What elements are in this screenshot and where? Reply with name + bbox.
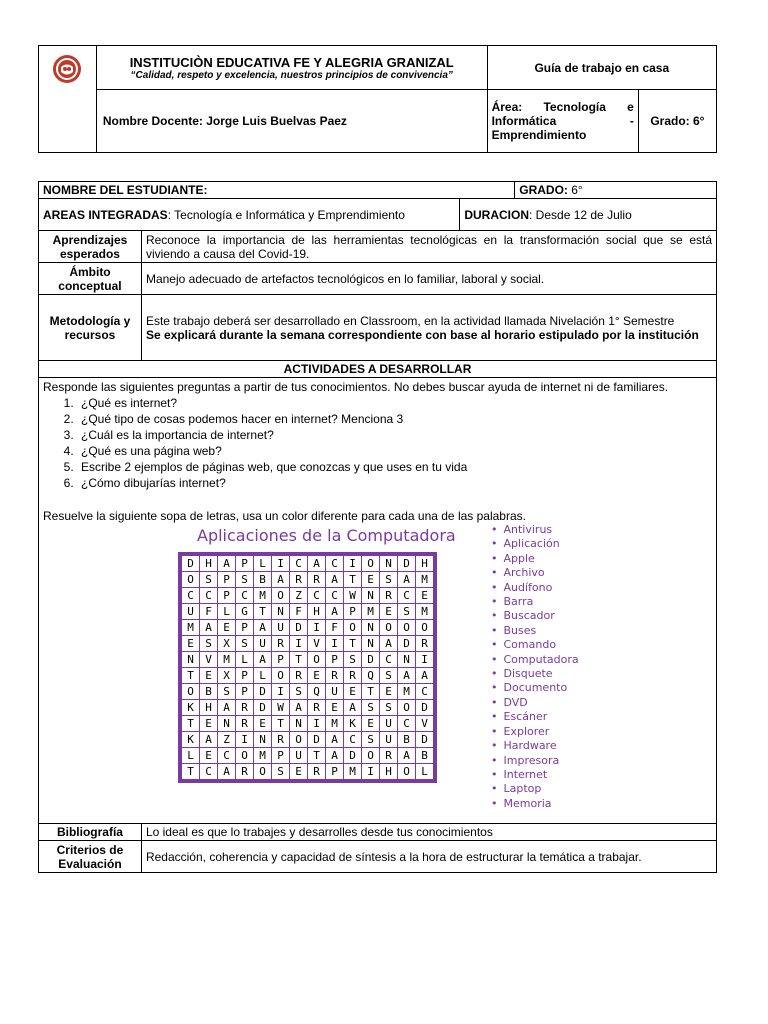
activities-intro: Responde las siguientes preguntas a partir de tus conocimientos. No debes buscar ayuda de internet ni de familiares. xyxy=(43,380,669,394)
areas-value: : Tecnología e Informática y Emprendimiento xyxy=(167,207,405,222)
student-grade-label: GRADO: xyxy=(519,183,568,197)
wordsearch-letter: B xyxy=(416,748,434,764)
wordsearch-letter: P xyxy=(218,572,236,588)
wordsearch-letter: R xyxy=(308,572,326,588)
area-field: Área: Tecnología e Informática - Emprendimiento xyxy=(487,90,638,153)
wordsearch-title: Aplicaciones de la Computadora xyxy=(197,526,456,545)
wordsearch-letter: A xyxy=(308,556,326,572)
wordsearch-letter: S xyxy=(398,604,416,620)
wordsearch-letter: A xyxy=(326,604,344,620)
wordsearch-row xyxy=(182,668,434,684)
areas-label: AREAS INTEGRADAS xyxy=(43,207,168,222)
wordsearch-letter: A xyxy=(326,572,344,588)
wordsearch-letter: S xyxy=(380,700,398,716)
wordsearch-letter: I xyxy=(272,684,290,700)
questions-list xyxy=(43,395,712,491)
wordsearch-letter: C xyxy=(200,588,218,604)
wordsearch-letter: C xyxy=(236,588,254,604)
wordsearch-letter: R xyxy=(290,668,308,684)
wordsearch-letter: S xyxy=(290,684,308,700)
wordsearch-letter: H xyxy=(200,700,218,716)
wordsearch-letter: A xyxy=(416,668,434,684)
institution-motto: “Calidad, respeto y excelencia, nuestros principios de convivencia” xyxy=(130,69,453,81)
student-name-label: NOMBRE DEL ESTUDIANTE: xyxy=(39,182,515,199)
wordsearch-letter: K xyxy=(182,732,200,748)
wordsearch-letter: T xyxy=(272,716,290,732)
wordsearch-letter: A xyxy=(218,764,236,780)
wordsearch-letter: N xyxy=(218,716,236,732)
wordsearch-letter: M xyxy=(182,620,200,636)
wordsearch-letter: I xyxy=(272,556,290,572)
wordsearch-letter: D xyxy=(254,700,272,716)
wordsearch-letter: N xyxy=(380,556,398,572)
wordsearch-letter: M xyxy=(416,572,434,588)
wordsearch-letter: T xyxy=(344,636,362,652)
wordsearch-letter: C xyxy=(344,732,362,748)
wordsearch-letter: E xyxy=(200,748,218,764)
wordsearch-letter: H xyxy=(380,764,398,780)
wordsearch-letter: D xyxy=(398,556,416,572)
wordsearch-letter: P xyxy=(236,684,254,700)
wordsearch-row xyxy=(182,620,434,636)
areas-cell xyxy=(39,199,460,231)
wordsearch-letter: S xyxy=(236,572,254,588)
wordsearch-row xyxy=(182,764,434,780)
question-item: 5. Escribe 2 ejemplos de páginas web, que conozcas y que uses en tu vida xyxy=(77,459,712,475)
wordsearch-letter: C xyxy=(416,684,434,700)
wordsearch-letter: D xyxy=(344,748,362,764)
school-shield-icon xyxy=(52,54,82,84)
wordsearch-letter: O xyxy=(416,620,434,636)
wordsearch-letter: E xyxy=(308,668,326,684)
wordsearch-word: • DVD xyxy=(491,696,579,710)
wordsearch-letter: V xyxy=(416,716,434,732)
wordsearch-letter: P xyxy=(326,652,344,668)
wordsearch-letter: R xyxy=(236,764,254,780)
wordsearch-letter: W xyxy=(344,588,362,604)
wordsearch-letter: D xyxy=(398,636,416,652)
wordsearch-word: • Laptop xyxy=(491,782,579,796)
wordsearch-letter: T xyxy=(344,572,362,588)
question-item: 4. ¿Qué es una página web? xyxy=(77,443,712,459)
wordsearch-letter: I xyxy=(326,636,344,652)
wordsearch-letter: D xyxy=(308,732,326,748)
wordsearch-letter: U xyxy=(182,604,200,620)
student-grade-cell xyxy=(515,182,717,199)
wordsearch-letter: L xyxy=(254,668,272,684)
wordsearch-letter: R xyxy=(344,668,362,684)
bibliografia-label: Bibliografía xyxy=(39,824,142,841)
wordsearch-letter: R xyxy=(416,636,434,652)
wordsearch-letter: R xyxy=(236,716,254,732)
wordsearch-letter: A xyxy=(218,700,236,716)
wordsearch-letter: M xyxy=(218,652,236,668)
student-grade-value: 6° xyxy=(571,183,583,197)
wordsearch-grid-table xyxy=(181,555,434,780)
wordsearch-letter: R xyxy=(308,764,326,780)
wordsearch-letter: Z xyxy=(218,732,236,748)
wordsearch-letter: E xyxy=(182,636,200,652)
wordsearch-letter: I xyxy=(290,636,308,652)
metodologia-bold: Se explicará durante la semana correspondiente con base al horario estipulado por la institución xyxy=(145,327,699,342)
wordsearch-letter: O xyxy=(362,748,380,764)
wordsearch-letter: A xyxy=(200,620,218,636)
aprendizajes-text: Reconoce la importancia de las herramientas tecnológicas en la transformación social que se está viviendo a causa del Covid-19. xyxy=(141,231,716,263)
wordsearch-letter: V xyxy=(200,652,218,668)
wordsearch-letter: C xyxy=(380,652,398,668)
wordsearch-word: • Buscador xyxy=(491,609,579,623)
wordsearch-letter: K xyxy=(182,700,200,716)
wordsearch-letter: C xyxy=(200,764,218,780)
wordsearch-word: • Disquete xyxy=(491,667,579,681)
wordsearch-letter: E xyxy=(362,572,380,588)
wordsearch-letter: R xyxy=(272,732,290,748)
wordsearch-letter: O xyxy=(182,572,200,588)
wordsearch-letter: R xyxy=(236,700,254,716)
wordsearch-letter: E xyxy=(416,588,434,604)
wordsearch-word: • Barra xyxy=(491,595,579,609)
wordsearch-letter: B xyxy=(398,732,416,748)
wordsearch-letter: C xyxy=(218,748,236,764)
metodologia-cell xyxy=(141,295,716,361)
wordsearch-word: • Computadora xyxy=(491,653,579,667)
wordsearch-letter: F xyxy=(200,604,218,620)
wordsearch-letter: H xyxy=(416,556,434,572)
wordsearch-letter: A xyxy=(290,700,308,716)
wordsearch-letter: R xyxy=(290,572,308,588)
wordsearch-word: • Aplicación xyxy=(491,537,579,551)
wordsearch-letter: O xyxy=(380,620,398,636)
question-item: 6. ¿Cómo dibujarías internet? xyxy=(77,475,712,491)
bibliografia-text: Lo ideal es que lo trabajes y desarrolles desde tus conocimientos xyxy=(141,824,716,841)
activities-cell xyxy=(39,378,717,824)
wordsearch-letter: A xyxy=(380,636,398,652)
wordsearch-row xyxy=(182,588,434,604)
wordsearch-letter: S xyxy=(218,684,236,700)
wordsearch-letter: M xyxy=(362,604,380,620)
wordsearch-letter: L xyxy=(236,652,254,668)
wordsearch-letter: U xyxy=(254,636,272,652)
wordsearch-letter: W xyxy=(272,700,290,716)
wordsearch-letter: O xyxy=(272,668,290,684)
wordsearch-letter: S xyxy=(380,572,398,588)
wordsearch-grid xyxy=(178,552,437,783)
activities-heading: ACTIVIDADES A DESARROLLAR xyxy=(39,361,717,378)
wordsearch-letter: I xyxy=(416,652,434,668)
wordsearch-letter: C xyxy=(290,556,308,572)
wordsearch-letter: A xyxy=(326,732,344,748)
wordsearch-word: • Documento xyxy=(491,681,579,695)
wordsearch-letter: L xyxy=(416,764,434,780)
ambito-text: Manejo adecuado de artefactos tecnológicos en lo familiar, laboral y social. xyxy=(141,263,716,295)
wordsearch-letter: P xyxy=(236,668,254,684)
wordsearch-letter: O xyxy=(290,732,308,748)
wordsearch-letter: S xyxy=(236,636,254,652)
wordsearch-letter: E xyxy=(254,716,272,732)
wordsearch-letter: O xyxy=(398,700,416,716)
wordsearch-letter: A xyxy=(254,652,272,668)
wordsearch-letter: A xyxy=(254,620,272,636)
wordsearch-row xyxy=(182,556,434,572)
wordsearch-letter: A xyxy=(272,572,290,588)
wordsearch-word: • Explorer xyxy=(491,725,579,739)
wordsearch-letter: O xyxy=(254,764,272,780)
wordsearch-letter: A xyxy=(398,572,416,588)
wordsearch-letter: U xyxy=(326,684,344,700)
wordsearch-letter: O xyxy=(236,748,254,764)
wordsearch-letter: K xyxy=(344,716,362,732)
wordsearch-letter: R xyxy=(308,700,326,716)
criterios-label: Criterios de Evaluación xyxy=(39,841,142,873)
wordsearch-letter: Q xyxy=(362,668,380,684)
wordsearch-instruction: Resuelve la siguiente sopa de letras, usa un color diferente para cada una de las palabras. xyxy=(43,509,526,523)
duration-label: DURACION xyxy=(464,207,530,222)
wordsearch-letter: M xyxy=(344,764,362,780)
wordsearch-letter: P xyxy=(236,556,254,572)
duration-value: : Desde 12 de Julio xyxy=(529,207,632,222)
wordsearch-letter: V xyxy=(308,636,326,652)
wordsearch-letter: R xyxy=(272,636,290,652)
wordsearch-letter: O xyxy=(308,652,326,668)
wordsearch-letter: P xyxy=(272,652,290,668)
wordsearch-letter: M xyxy=(326,716,344,732)
wordsearch-letter: U xyxy=(290,748,308,764)
wordsearch-letter: R xyxy=(326,668,344,684)
question-item: 3. ¿Cuál es la importancia de internet? xyxy=(77,427,712,443)
student-worksheet-table xyxy=(38,181,717,873)
wordsearch-letter: O xyxy=(272,588,290,604)
wordsearch-letter: E xyxy=(200,668,218,684)
wordsearch-letter: E xyxy=(362,716,380,732)
wordsearch-letter: O xyxy=(362,556,380,572)
wordsearch-letter: M xyxy=(254,748,272,764)
wordsearch-letter: N xyxy=(254,732,272,748)
wordsearch-letter: N xyxy=(362,636,380,652)
wordsearch-letter: M xyxy=(398,684,416,700)
wordsearch-letter: T xyxy=(182,716,200,732)
wordsearch-letter: P xyxy=(326,764,344,780)
metodologia-text: Este trabajo deberá ser desarrollado en Classroom, en la actividad llamada Nivelación 1° Semestre xyxy=(145,313,675,328)
wordsearch-letter: S xyxy=(380,668,398,684)
wordsearch-letter: P xyxy=(236,620,254,636)
wordsearch-word: • Comando xyxy=(491,638,579,652)
institution-cell xyxy=(96,46,487,90)
wordsearch-letter: E xyxy=(218,620,236,636)
wordsearch-letter: E xyxy=(380,684,398,700)
wordsearch-row xyxy=(182,732,434,748)
wordsearch-letter: T xyxy=(182,668,200,684)
wordsearch-row xyxy=(182,700,434,716)
wordsearch-letter: X xyxy=(218,668,236,684)
wordsearch-letter: T xyxy=(290,652,308,668)
wordsearch-figure xyxy=(43,523,712,823)
wordsearch-letter: Q xyxy=(308,684,326,700)
question-item: 2. ¿Qué tipo de cosas podemos hacer en internet? Menciona 3 xyxy=(77,411,712,427)
wordsearch-letter: B xyxy=(254,572,272,588)
wordsearch-letter: L xyxy=(218,604,236,620)
metodologia-label: Metodología y recursos xyxy=(39,295,142,361)
wordsearch-letter: T xyxy=(254,604,272,620)
wordsearch-letter: E xyxy=(380,604,398,620)
wordsearch-row xyxy=(182,652,434,668)
wordsearch-letter: A xyxy=(326,748,344,764)
wordsearch-letter: O xyxy=(344,620,362,636)
wordsearch-word: • Internet xyxy=(491,768,579,782)
wordsearch-row xyxy=(182,716,434,732)
wordsearch-letter: C xyxy=(398,588,416,604)
wordsearch-letter: G xyxy=(236,604,254,620)
wordsearch-letter: C xyxy=(326,556,344,572)
wordsearch-letter: O xyxy=(398,764,416,780)
duration-cell xyxy=(460,199,717,231)
wordsearch-letter: D xyxy=(290,620,308,636)
wordsearch-letter: I xyxy=(236,732,254,748)
wordsearch-row xyxy=(182,748,434,764)
wordsearch-word: • Memoria xyxy=(491,797,579,811)
wordsearch-letter: N xyxy=(272,604,290,620)
wordsearch-word: • Buses xyxy=(491,624,579,638)
wordsearch-word: • Audífono xyxy=(491,581,579,595)
wordsearch-letter: S xyxy=(362,732,380,748)
aprendizajes-label: Aprendizajes esperados xyxy=(39,231,142,263)
wordsearch-letter: I xyxy=(308,716,326,732)
wordsearch-letter: A xyxy=(344,700,362,716)
wordsearch-letter: B xyxy=(200,684,218,700)
wordsearch-letter: L xyxy=(254,556,272,572)
wordsearch-letter: S xyxy=(200,572,218,588)
wordsearch-letter: M xyxy=(416,604,434,620)
wordsearch-letter: C xyxy=(308,588,326,604)
wordsearch-letter: E xyxy=(200,716,218,732)
wordsearch-letter: U xyxy=(272,620,290,636)
wordsearch-letter: E xyxy=(344,684,362,700)
logo-cell xyxy=(39,46,97,153)
wordsearch-letter: I xyxy=(344,556,362,572)
wordsearch-row xyxy=(182,684,434,700)
wordsearch-letter: O xyxy=(182,684,200,700)
wordsearch-letter: S xyxy=(272,764,290,780)
header-table xyxy=(38,45,717,153)
wordsearch-row xyxy=(182,572,434,588)
guide-title: Guía de trabajo en casa xyxy=(487,46,716,90)
wordsearch-letter: D xyxy=(362,652,380,668)
grade-field: Grado: 6° xyxy=(638,90,716,153)
wordsearch-word-list xyxy=(491,523,579,811)
wordsearch-letter: P xyxy=(344,604,362,620)
wordsearch-letter: I xyxy=(308,620,326,636)
wordsearch-letter: A xyxy=(398,668,416,684)
wordsearch-letter: A xyxy=(398,748,416,764)
wordsearch-letter: T xyxy=(362,684,380,700)
wordsearch-letter: R xyxy=(380,748,398,764)
wordsearch-letter: H xyxy=(200,556,218,572)
wordsearch-letter: F xyxy=(326,620,344,636)
wordsearch-letter: S xyxy=(362,700,380,716)
wordsearch-letter: Z xyxy=(290,588,308,604)
wordsearch-word: • Hardware xyxy=(491,739,579,753)
teacher-name: Nombre Docente: Jorge Luis Buelvas Paez xyxy=(96,90,487,153)
wordsearch-letter: U xyxy=(380,732,398,748)
wordsearch-letter: P xyxy=(218,588,236,604)
wordsearch-letter: D xyxy=(182,556,200,572)
wordsearch-letter: N xyxy=(398,652,416,668)
wordsearch-letter: L xyxy=(182,748,200,764)
wordsearch-letter: O xyxy=(398,620,416,636)
ambito-label: Ámbito conceptual xyxy=(39,263,142,295)
wordsearch-letter: N xyxy=(362,588,380,604)
wordsearch-word: • Apple xyxy=(491,552,579,566)
wordsearch-letter: X xyxy=(218,636,236,652)
wordsearch-letter: D xyxy=(416,700,434,716)
wordsearch-letter: D xyxy=(254,684,272,700)
criterios-text: Redacción, coherencia y capacidad de síntesis a la hora de estructurar la temática a trabajar. xyxy=(141,841,716,873)
wordsearch-letter: C xyxy=(182,588,200,604)
wordsearch-letter: S xyxy=(344,652,362,668)
wordsearch-row xyxy=(182,636,434,652)
wordsearch-letter: N xyxy=(290,716,308,732)
wordsearch-letter: E xyxy=(326,700,344,716)
wordsearch-word: • Antivirus xyxy=(491,523,579,537)
wordsearch-letter: T xyxy=(308,748,326,764)
wordsearch-letter: N xyxy=(362,620,380,636)
wordsearch-letter: S xyxy=(200,636,218,652)
wordsearch-word: • Archivo xyxy=(491,566,579,580)
wordsearch-letter: C xyxy=(326,588,344,604)
wordsearch-letter: D xyxy=(416,732,434,748)
wordsearch-letter: F xyxy=(290,604,308,620)
wordsearch-word: • Impresora xyxy=(491,754,579,768)
wordsearch-letter: R xyxy=(380,588,398,604)
wordsearch-letter: M xyxy=(254,588,272,604)
wordsearch-letter: C xyxy=(398,716,416,732)
wordsearch-letter: I xyxy=(362,764,380,780)
wordsearch-letter: A xyxy=(200,732,218,748)
wordsearch-letter: H xyxy=(308,604,326,620)
wordsearch-word: • Escáner xyxy=(491,710,579,724)
wordsearch-letter: A xyxy=(218,556,236,572)
wordsearch-letter: U xyxy=(380,716,398,732)
institution-name: INSTITUCIÒN EDUCATIVA FE Y ALEGRIA GRANIZAL xyxy=(129,54,454,70)
wordsearch-row xyxy=(182,604,434,620)
wordsearch-letter: T xyxy=(182,764,200,780)
wordsearch-letter: E xyxy=(290,764,308,780)
question-item: 1. ¿Qué es internet? xyxy=(77,395,712,411)
wordsearch-letter: N xyxy=(182,652,200,668)
wordsearch-letter: P xyxy=(272,748,290,764)
